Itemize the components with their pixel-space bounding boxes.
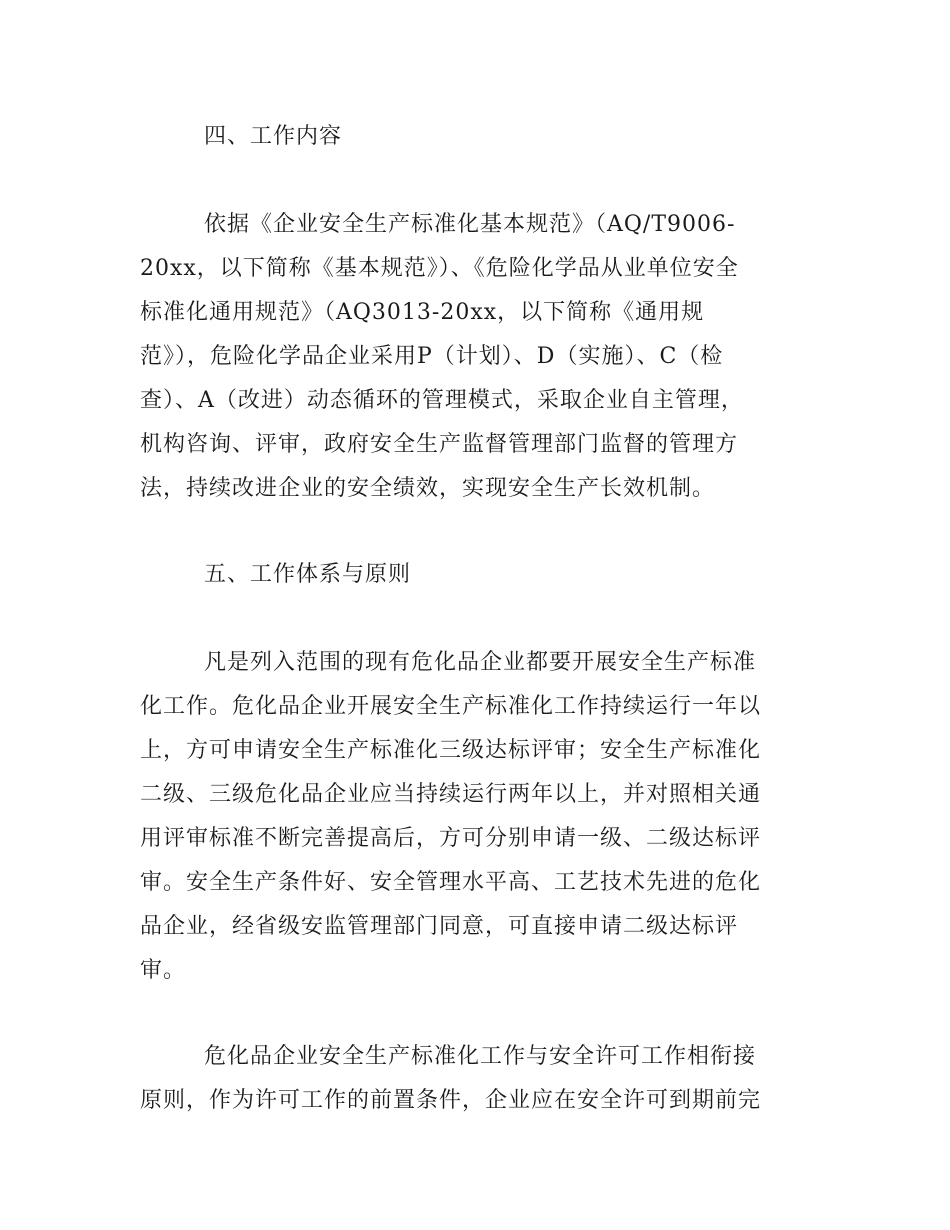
paragraph-line: 品企业，经省级安监管理部门同意，可直接申请二级达标评 (140, 914, 739, 939)
paragraph-line: 20xx，以下简称《基本规范》）、《危险化学品从业单位安全 (140, 256, 739, 281)
paragraph-line: 化工作。危化品企业开展安全生产标准化工作持续运行一年以 (140, 694, 762, 719)
paragraph-line: 二级、三级危化品企业应当持续运行两年以上，并对照相关通 (140, 782, 762, 807)
section-heading-system-principles: 五、工作体系与原则 (204, 562, 412, 587)
paragraph-line: 范》），危险化学品企业采用P（计划）、D（实施）、C（检 (140, 344, 724, 369)
paragraph-line: 审。 (140, 958, 187, 983)
paragraph-line: 机构咨询、评审，政府安全生产监督管理部门监督的管理方 (140, 432, 739, 457)
paragraph-line: 原则，作为许可工作的前置条件，企业应在安全许可到期前完 (140, 1088, 762, 1113)
paragraph-line: 法，持续改进企业的安全绩效，实现安全生产长效机制。 (140, 476, 716, 501)
paragraph-line: 用评审标准不断完善提高后，方可分别申请一级、二级达标评 (140, 826, 762, 851)
paragraph-line: 上，方可申请安全生产标准化三级达标评审；安全生产标准化 (140, 738, 762, 763)
paragraph-line: 审。安全生产条件好、安全管理水平高、工艺技术先进的危化 (140, 870, 762, 895)
paragraph-line: 依据《企业安全生产标准化基本规范》（AQ/T9006- (204, 212, 736, 237)
paragraph-line: 标准化通用规范》（AQ3013-20xx，以下简称《通用规 (140, 300, 705, 325)
section-heading-work-content: 四、工作内容 (204, 124, 343, 149)
paragraph-line: 危化品企业安全生产标准化工作与安全许可工作相衔接 (204, 1044, 757, 1069)
paragraph-line: 查）、A（改进）动态循环的管理模式，采取企业自主管理， (140, 388, 744, 413)
paragraph-line: 凡是列入范围的现有危化品企业都要开展安全生产标准 (204, 650, 757, 675)
